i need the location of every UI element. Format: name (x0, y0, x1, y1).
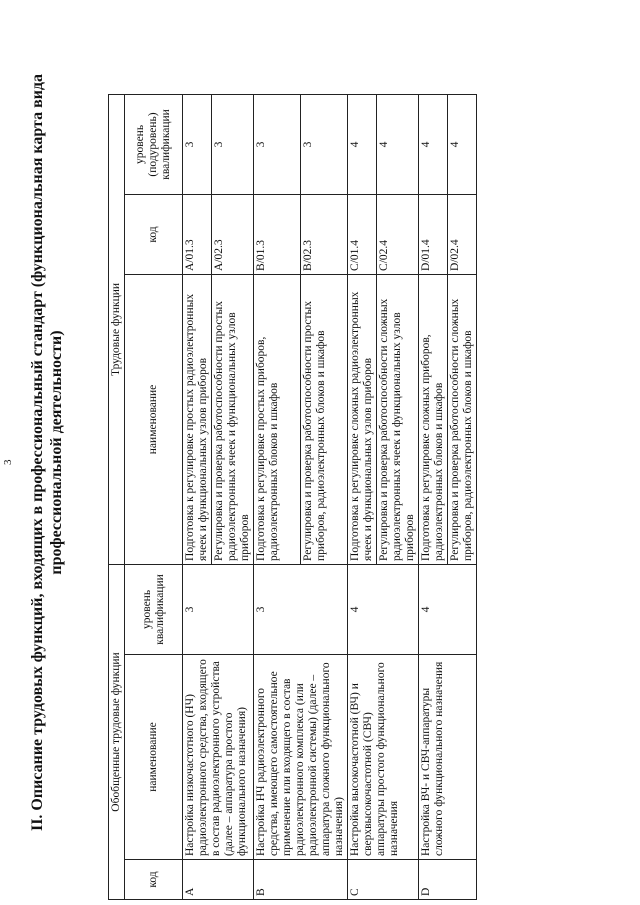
header-tf-level: уровень (подуровень) квалификации (125, 94, 183, 194)
header-labor-functions: Трудовые функции (109, 94, 125, 564)
function-name-cell: Регулировка и проверка работоспособности сложных приборов, радиоэлектронных блоков и шкафов (448, 274, 477, 564)
group-name-cell: Настройка НЧ радиоэлектронного средства, имеющего самостоятельное применение или входящего в состав радиоэлектронного комплекса (или радиоэлектронной системы) (далее – аппаратура сложного функционального назначения) (254, 655, 348, 860)
function-level-cell: 4 (448, 94, 477, 194)
page-number: 3 (2, 459, 14, 465)
function-name-cell: Подготовка к регулировке сложных приборов, радиоэлектронных блоков и шкафов (419, 274, 448, 564)
function-name-cell: Подготовка к регулировке простых приборов, радиоэлектронных блоков и шкафов (254, 274, 301, 564)
group-code-cell: C (348, 860, 419, 900)
group-name-cell: Настройка ВЧ- и СВЧ-аппаратуры сложного функционального назначения (419, 655, 477, 860)
group-level-cell: 3 (183, 564, 254, 654)
function-code-cell: C/02.4 (377, 194, 419, 274)
header-code: код (125, 860, 183, 900)
function-level-cell: 3 (212, 94, 254, 194)
function-level-cell: 3 (301, 94, 348, 194)
function-level-cell: 4 (377, 94, 419, 194)
function-level-cell: 4 (348, 94, 377, 194)
function-code-cell: D/02.4 (448, 194, 477, 274)
header-tf-name: наименование (125, 274, 183, 564)
group-level-cell: 3 (254, 564, 348, 654)
function-name-cell: Регулировка и проверка работоспособности простых приборов, радиоэлектронных блоков и шкафов (301, 274, 348, 564)
function-name-cell: Подготовка к регулировке простых радиоэлектронных ячеек и функциональных узлов приборов (183, 274, 212, 564)
function-code-cell: A/01.3 (183, 194, 212, 274)
heading-line-2: профессиональной деятельности) (48, 330, 65, 575)
header-name: наименование (125, 655, 183, 860)
function-code-cell: C/01.4 (348, 194, 377, 274)
function-code-cell: B/02.3 (301, 194, 348, 274)
group-level-cell: 4 (348, 564, 419, 654)
group-code-cell: B (254, 860, 348, 900)
function-name-cell: Подготовка к регулировке сложных радиоэлектронных ячеек и функциональных узлов приборов (348, 274, 377, 564)
header-generalized: Обобщенные трудовые функции (109, 564, 125, 899)
group-code-cell: A (183, 860, 254, 900)
header-row-1 (109, 94, 125, 899)
function-level-cell: 3 (183, 94, 212, 194)
table-row (419, 94, 448, 899)
group-name-cell: Настройка высокочастотной (ВЧ) и сверхвысокочастотной (СВЧ) аппаратуры простого функционального назначения (348, 655, 419, 860)
function-level-cell: 3 (254, 94, 301, 194)
group-name-cell: Настройка низкочастотного (НЧ) радиоэлектронного средства, входящего в состав радиоэлектронного устройства (далее – аппаратура простого функционального назначения) (183, 655, 254, 860)
function-code-cell: A/02.3 (212, 194, 254, 274)
group-code-cell: D (419, 860, 477, 900)
function-name-cell: Регулировка и проверка работоспособности сложных радиоэлектронных ячеек и функциональных узлов приборов (377, 274, 419, 564)
functional-map-table (108, 94, 477, 900)
function-code-cell: B/01.3 (254, 194, 301, 274)
heading-line-1: II. Описание трудовых функций, входящих в профессиональный стандарт (функциональная карта вида (29, 73, 46, 832)
section-heading (28, 0, 66, 905)
function-level-cell: 4 (419, 94, 448, 194)
header-level: уровень квалификации (125, 564, 183, 654)
function-code-cell: D/01.4 (419, 194, 448, 274)
table-row (254, 94, 301, 899)
function-name-cell: Регулировка и проверка работоспособности простых радиоэлектронных ячеек и функциональных узлов приборов (212, 274, 254, 564)
group-level-cell: 4 (419, 564, 477, 654)
table-row (348, 94, 377, 899)
table-row (183, 94, 212, 899)
header-row-2 (125, 94, 183, 899)
header-tf-code: код (125, 194, 183, 274)
